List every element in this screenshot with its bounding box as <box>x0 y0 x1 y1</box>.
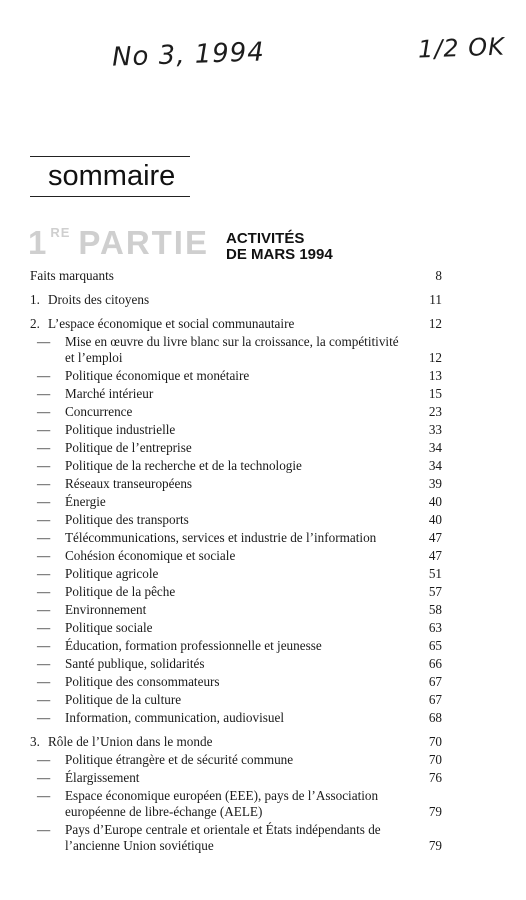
heading-rule-top <box>30 156 190 157</box>
toc-entry-label <box>30 548 412 564</box>
toc-entry-page: 79 <box>428 838 442 853</box>
toc-entry-text: Énergie <box>65 494 106 509</box>
toc-entry-label <box>30 566 412 582</box>
handwritten-issue-note: No 3, 1994 <box>111 37 266 73</box>
toc-entry-label <box>30 530 412 546</box>
toc-entry <box>30 440 442 456</box>
toc-entry-number: 1. <box>30 292 40 307</box>
table-of-contents <box>30 268 442 854</box>
toc-entry-page: 23 <box>428 404 442 419</box>
toc-entry <box>30 316 442 332</box>
toc-entry-page: 58 <box>428 602 442 617</box>
toc-dash: — <box>37 584 51 599</box>
toc-entry-page: 33 <box>428 422 442 437</box>
toc-entry <box>30 734 442 750</box>
toc-entry-number: 3. <box>30 734 40 749</box>
toc-entry-page: 13 <box>428 368 442 383</box>
toc-dash: — <box>37 656 51 671</box>
toc-entry-text: Mise en œuvre du livre blanc sur la croissance, la compétitivité et l’emploi <box>65 334 399 365</box>
toc-entry-label <box>30 476 412 492</box>
toc-dash: — <box>37 386 51 401</box>
toc-entry-text: Espace économique européen (EEE), pays de l’Association européenne de libre-échange (AELE) <box>65 788 379 819</box>
toc-entry <box>30 368 442 384</box>
toc-entry-label <box>30 334 412 366</box>
toc-entry <box>30 566 442 582</box>
toc-entry-label <box>30 440 412 456</box>
toc-entry-text: Rôle de l’Union dans le monde <box>48 734 213 749</box>
toc-entry-label <box>30 788 412 820</box>
toc-entry-label <box>30 752 412 768</box>
toc-dash: — <box>37 770 51 785</box>
toc-entry <box>30 476 442 492</box>
toc-entry <box>30 710 442 726</box>
toc-dash: — <box>37 638 51 653</box>
toc-entry <box>30 584 442 600</box>
toc-entry-label <box>30 620 412 636</box>
toc-entry-label <box>30 404 412 420</box>
toc-entry-page: 66 <box>428 656 442 671</box>
toc-entry <box>30 386 442 402</box>
toc-entry-label <box>30 584 412 600</box>
toc-entry <box>30 512 442 528</box>
toc-dash: — <box>37 334 51 349</box>
part-title <box>226 231 333 263</box>
toc-dash: — <box>37 548 51 563</box>
toc-dash: — <box>37 512 51 527</box>
toc-entry-page: 34 <box>428 440 442 455</box>
handwritten-ok-note: 1/2 OK <box>417 32 506 64</box>
toc-entry-text: L’espace économique et social communautaire <box>48 316 295 331</box>
toc-entry-page: 67 <box>428 674 442 689</box>
toc-entry <box>30 404 442 420</box>
toc-entry-page: 57 <box>428 584 442 599</box>
toc-entry-label <box>30 602 412 618</box>
toc-entry-label <box>30 638 412 654</box>
toc-entry <box>30 494 442 510</box>
toc-entry-text: Réseaux transeuropéens <box>65 476 193 491</box>
toc-dash: — <box>37 788 51 803</box>
toc-entry <box>30 822 442 854</box>
toc-entry-text: Politique sociale <box>65 620 153 635</box>
heading-rule-bottom <box>30 196 190 197</box>
toc-entry-label <box>30 292 412 308</box>
toc-entry-page: 65 <box>428 638 442 653</box>
part-number: 1 <box>28 224 49 261</box>
toc-entry-label <box>30 268 412 284</box>
toc-entry-text: Information, communication, audiovisuel <box>65 710 285 725</box>
toc-dash: — <box>37 602 51 617</box>
toc-entry-label <box>30 368 412 384</box>
toc-dash: — <box>37 566 51 581</box>
toc-entry-page: 76 <box>428 770 442 785</box>
toc-dash: — <box>37 476 51 491</box>
toc-entry-text: Faits marquants <box>30 268 114 283</box>
toc-entry-text: Politique des transports <box>65 512 189 527</box>
toc-dash: — <box>37 368 51 383</box>
toc-entry-text: Politique économique et monétaire <box>65 368 250 383</box>
toc-entry-text: Marché intérieur <box>65 386 154 401</box>
toc-dash: — <box>37 422 51 437</box>
toc-entry <box>30 620 442 636</box>
toc-entry-label <box>30 316 412 332</box>
toc-entry-label <box>30 422 412 438</box>
toc-dash: — <box>37 458 51 473</box>
toc-entry-page: 40 <box>428 512 442 527</box>
toc-entry-page: 67 <box>428 692 442 707</box>
toc-entry-page: 12 <box>428 316 442 331</box>
toc-dash: — <box>37 620 51 635</box>
toc-entry-page: 47 <box>428 530 442 545</box>
toc-entry-label <box>30 692 412 708</box>
toc-entry-page: 63 <box>428 620 442 635</box>
toc-entry-label <box>30 656 412 672</box>
toc-entry-text: Pays d’Europe centrale et orientale et États indépendants de l’ancienne Union soviétique <box>65 822 381 853</box>
toc-entry <box>30 268 442 284</box>
toc-entry-page: 79 <box>428 804 442 819</box>
toc-entry-text: Santé publique, solidarités <box>65 656 205 671</box>
toc-entry-text: Politique industrielle <box>65 422 176 437</box>
toc-entry-page: 70 <box>428 734 442 749</box>
toc-entry-label <box>30 512 412 528</box>
toc-entry-text: Politique des consommateurs <box>65 674 220 689</box>
toc-entry-label <box>30 770 412 786</box>
toc-entry-page: 68 <box>428 710 442 725</box>
toc-entry-text: Élargissement <box>65 770 140 785</box>
toc-entry <box>30 638 442 654</box>
toc-entry-text: Environnement <box>65 602 147 617</box>
toc-dash: — <box>37 404 51 419</box>
part-title-line-1: ACTIVITÉS <box>226 230 305 247</box>
toc-entry-page: 15 <box>428 386 442 401</box>
toc-entry <box>30 602 442 618</box>
toc-dash: — <box>37 494 51 509</box>
toc-entry-page: 11 <box>429 292 442 307</box>
toc-dash: — <box>37 530 51 545</box>
toc-entry-page: 39 <box>428 476 442 491</box>
toc-entry-text: Cohésion économique et sociale <box>65 548 236 563</box>
toc-entry-page: 47 <box>428 548 442 563</box>
toc-entry-text: Politique agricole <box>65 566 159 581</box>
toc-entry <box>30 752 442 768</box>
part-label <box>28 226 209 259</box>
toc-entry-page: 34 <box>428 458 442 473</box>
toc-entry <box>30 788 442 820</box>
toc-entry <box>30 548 442 564</box>
toc-entry-label <box>30 674 412 690</box>
toc-entry <box>30 770 442 786</box>
toc-entry <box>30 422 442 438</box>
toc-entry <box>30 674 442 690</box>
toc-entry-label <box>30 386 412 402</box>
toc-entry-text: Politique de la pêche <box>65 584 176 599</box>
part-number-suffix: RE <box>50 225 71 240</box>
toc-entry-number: 2. <box>30 316 40 331</box>
toc-entry-text: Politique de la culture <box>65 692 182 707</box>
toc-entry-text: Politique de la recherche et de la technologie <box>65 458 302 473</box>
toc-entry <box>30 458 442 474</box>
toc-entry-label <box>30 494 412 510</box>
toc-entry <box>30 656 442 672</box>
toc-entry-text: Politique de l’entreprise <box>65 440 192 455</box>
toc-entry <box>30 692 442 708</box>
toc-dash: — <box>37 710 51 725</box>
toc-entry-label <box>30 458 412 474</box>
part-title-line-2: DE MARS 1994 <box>226 246 333 263</box>
toc-dash: — <box>37 692 51 707</box>
toc-entry-text: Concurrence <box>65 404 133 419</box>
toc-dash: — <box>37 674 51 689</box>
toc-entry-page: 70 <box>428 752 442 767</box>
toc-entry-text: Droits des citoyens <box>48 292 150 307</box>
toc-entry <box>30 530 442 546</box>
toc-dash: — <box>37 440 51 455</box>
toc-entry-label <box>30 734 412 750</box>
toc-entry-text: Éducation, formation professionnelle et jeunesse <box>65 638 322 653</box>
toc-entry-page: 40 <box>428 494 442 509</box>
toc-entry-text: Télécommunications, services et industrie de l’information <box>65 530 377 545</box>
toc-entry <box>30 334 442 366</box>
toc-entry-page: 12 <box>428 350 442 365</box>
page-title: sommaire <box>48 160 176 192</box>
toc-entry-page: 51 <box>428 566 442 581</box>
part-word: PARTIE <box>78 224 209 261</box>
toc-entry-label <box>30 710 412 726</box>
toc-entry-text: Politique étrangère et de sécurité commune <box>65 752 294 767</box>
toc-entry-label <box>30 822 412 854</box>
toc-entry <box>30 292 442 308</box>
toc-dash: — <box>37 752 51 767</box>
toc-dash: — <box>37 822 51 837</box>
toc-entry-page: 8 <box>435 268 442 283</box>
